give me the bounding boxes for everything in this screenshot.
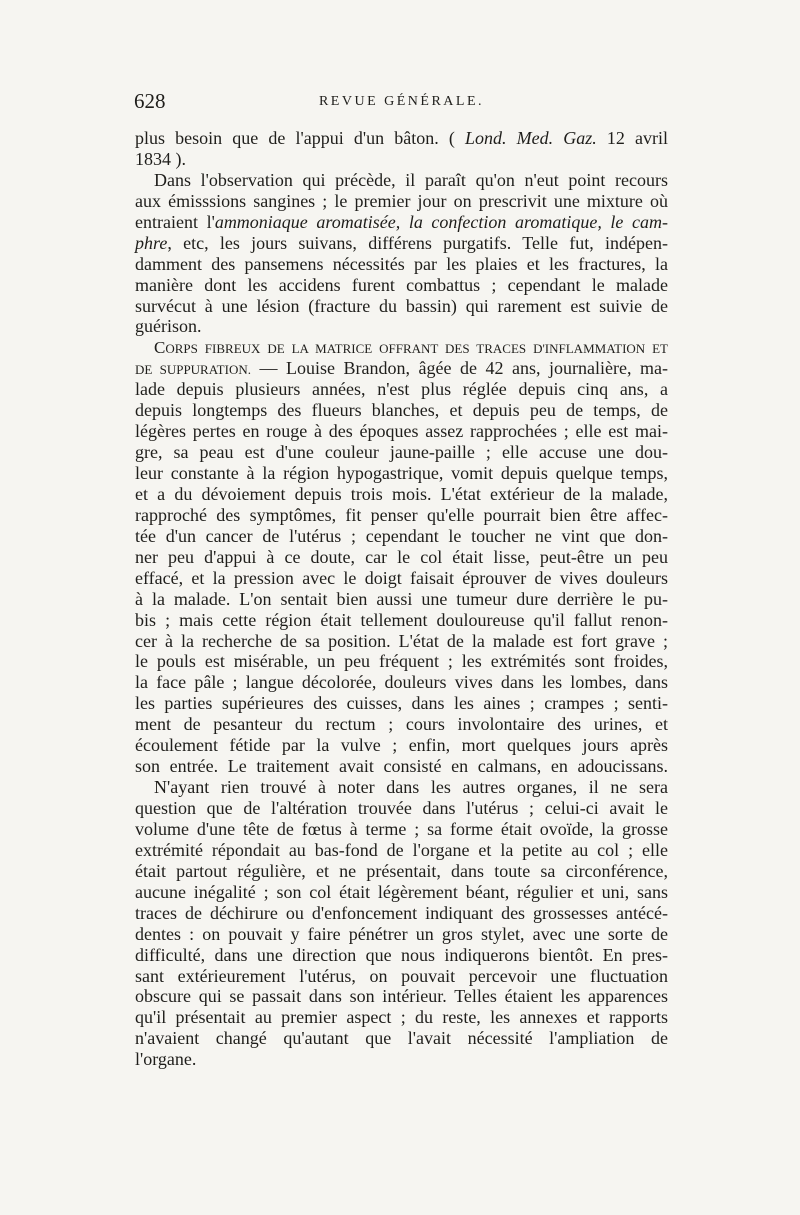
text-line: leur constante à la région hypogastrique, vomit depuis quelque temps, (135, 463, 668, 483)
text-line: aux émisssions sangines ; le premier jour on prescrivit une mixture où (135, 190, 668, 211)
text-line: obscure qui se passait dans son intérieur. Telles étaient les apparences (135, 986, 668, 1007)
text-segment: 12 avril (596, 128, 668, 148)
text-line: manière dont les accidens furent combattus ; cependant le malade (135, 274, 668, 295)
text-line: cer à la recherche de sa position. L'état de la malade est fort grave ; (135, 630, 668, 651)
paragraph-continuation (135, 128, 668, 170)
text-line: gre, sa peau est d'une couleur jaune-paille ; elle accuse une dou- (135, 442, 668, 463)
text-line: effacé, et la pression avec le doigt faisait éprouver de vives douleurs (135, 567, 668, 588)
text-line: traces de déchirure ou d'enfoncement indiquant des grossesses antécé- (135, 902, 668, 923)
page-number: 628 (134, 89, 166, 113)
text-line: question que de l'altération trouvée dans l'utérus ; celui-ci avait le (135, 798, 668, 818)
paragraph-observation (135, 170, 668, 338)
text-line: extrémité répondait au bas-fond de l'organe et la petite au col ; elle (135, 839, 668, 860)
text-line: les parties supérieures des cuisses, dans les aines ; crampes ; senti- (135, 693, 668, 714)
text-line: légères pertes en rouge à des époques assez rapprochées ; elle est mai- (135, 421, 668, 442)
text-line: depuis longtemps des flueurs blanches, et depuis peu de temps, de (135, 400, 668, 421)
text-line: bis ; mais cette région était tellement douloureuse qu'il fallut renon- (135, 609, 668, 630)
text-line: 1834 ). (135, 148, 186, 169)
text-line (135, 233, 668, 254)
text-line: guérison. (135, 316, 202, 337)
running-title: REVUE GÉNÉRALE. (318, 94, 485, 109)
text-line: ment de pesanteur du rectum ; cours involontaire des urines, et (135, 714, 668, 735)
text-line: tée d'un cancer de l'utérus ; cependant le toucher ne vint que don- (135, 525, 668, 546)
text-line: rapproché des symptômes, fit penser qu'elle pourrait bien être affec- (135, 504, 668, 525)
text-line: l'organe. (135, 1049, 197, 1070)
italic-text: ammoniaque aromatisée, la confection aromatique, le cam- (214, 211, 668, 232)
text-line (135, 358, 668, 379)
section-heading: DE SUPPURATION. (135, 362, 251, 378)
text-line: Dans l'observation qui précède, il paraît qu'on n'eut point recours (154, 169, 668, 190)
text-line: damment des pansemens nécessités par les plaies et les fractures, la (135, 253, 668, 274)
paragraph-case-report (135, 337, 668, 777)
text-line: la face pâle ; langue décolorée, douleurs vives dans les lombes, dans (135, 672, 668, 693)
citation-source: Lond. Med. Gaz. (464, 128, 597, 148)
text-line: le pouls est misérable, un peu fréquent ; les extrémités sont froides, (135, 651, 668, 672)
text-line: difficulté, dans une direction que nous indiquerons bientôt. En pres- (135, 944, 668, 965)
section-heading: CORPS FIBREUX DE LA MATRICE OFFRANT DES TRACES D'INFLAMMATION ET (154, 338, 668, 358)
text-line: aucune inégalité ; son col était légèrement béant, régulier et uni, sans (135, 881, 668, 902)
text-line (135, 337, 668, 358)
text-line: N'ayant rien trouvé à noter dans les autres organes, il ne sera (154, 777, 668, 798)
text-segment: entraient l' (135, 211, 215, 232)
text-line: à la malade. L'on sentait bien aussi une tumeur dure derrière le pu- (135, 588, 668, 609)
text-line: volume d'une tête de fœtus à terme ; sa forme était ovoïde, la grosse (135, 818, 668, 839)
text-segment: , etc, les jours suivans, différens purgatifs. Telle fut, indépen- (167, 232, 668, 253)
text-line (135, 128, 668, 149)
text-line: ner peu d'appui à ce doute, car le col était lisse, peut-être un peu (135, 546, 668, 567)
text-line: survécut à une lésion (fracture du bassin) qui rarement est suivie de (135, 295, 668, 316)
text-segment: plus besoin que de l'appui d'un bâton. ( (135, 128, 465, 148)
text-line: n'avaient changé qu'autant que l'avait nécessité l'ampliation de (135, 1028, 668, 1049)
text-line: écoulement fétide par la vulve ; enfin, mort quelques jours après (135, 735, 668, 756)
text-line: et a du dévoiement depuis trois mois. L'état extérieur de la malade, (135, 483, 668, 504)
text-line (135, 212, 668, 233)
text-line: était partout régulière, et ne présentait, dans toute sa circonférence, (135, 860, 668, 881)
text-line: son entrée. Le traitement avait consisté en calmans, en adoucissans. (135, 756, 668, 777)
text-line: sant extérieurement l'utérus, on pouvait percevoir une fluctuation (135, 965, 668, 986)
text-line: lade depuis plusieurs années, n'est plus réglée depuis cinq ans, a (135, 379, 668, 400)
article-text (135, 128, 668, 1070)
text-line: dentes : on pouvait y faire pénétrer un gros stylet, avec une sorte de (135, 923, 668, 944)
text-segment: — Louise Brandon, âgée de 42 ans, journalière, ma- (250, 358, 668, 379)
italic-text: phre (135, 232, 168, 253)
text-line: qu'il présentait au premier aspect ; du reste, les annexes et rapports (135, 1007, 668, 1028)
paragraph-autopsy (135, 777, 668, 1070)
